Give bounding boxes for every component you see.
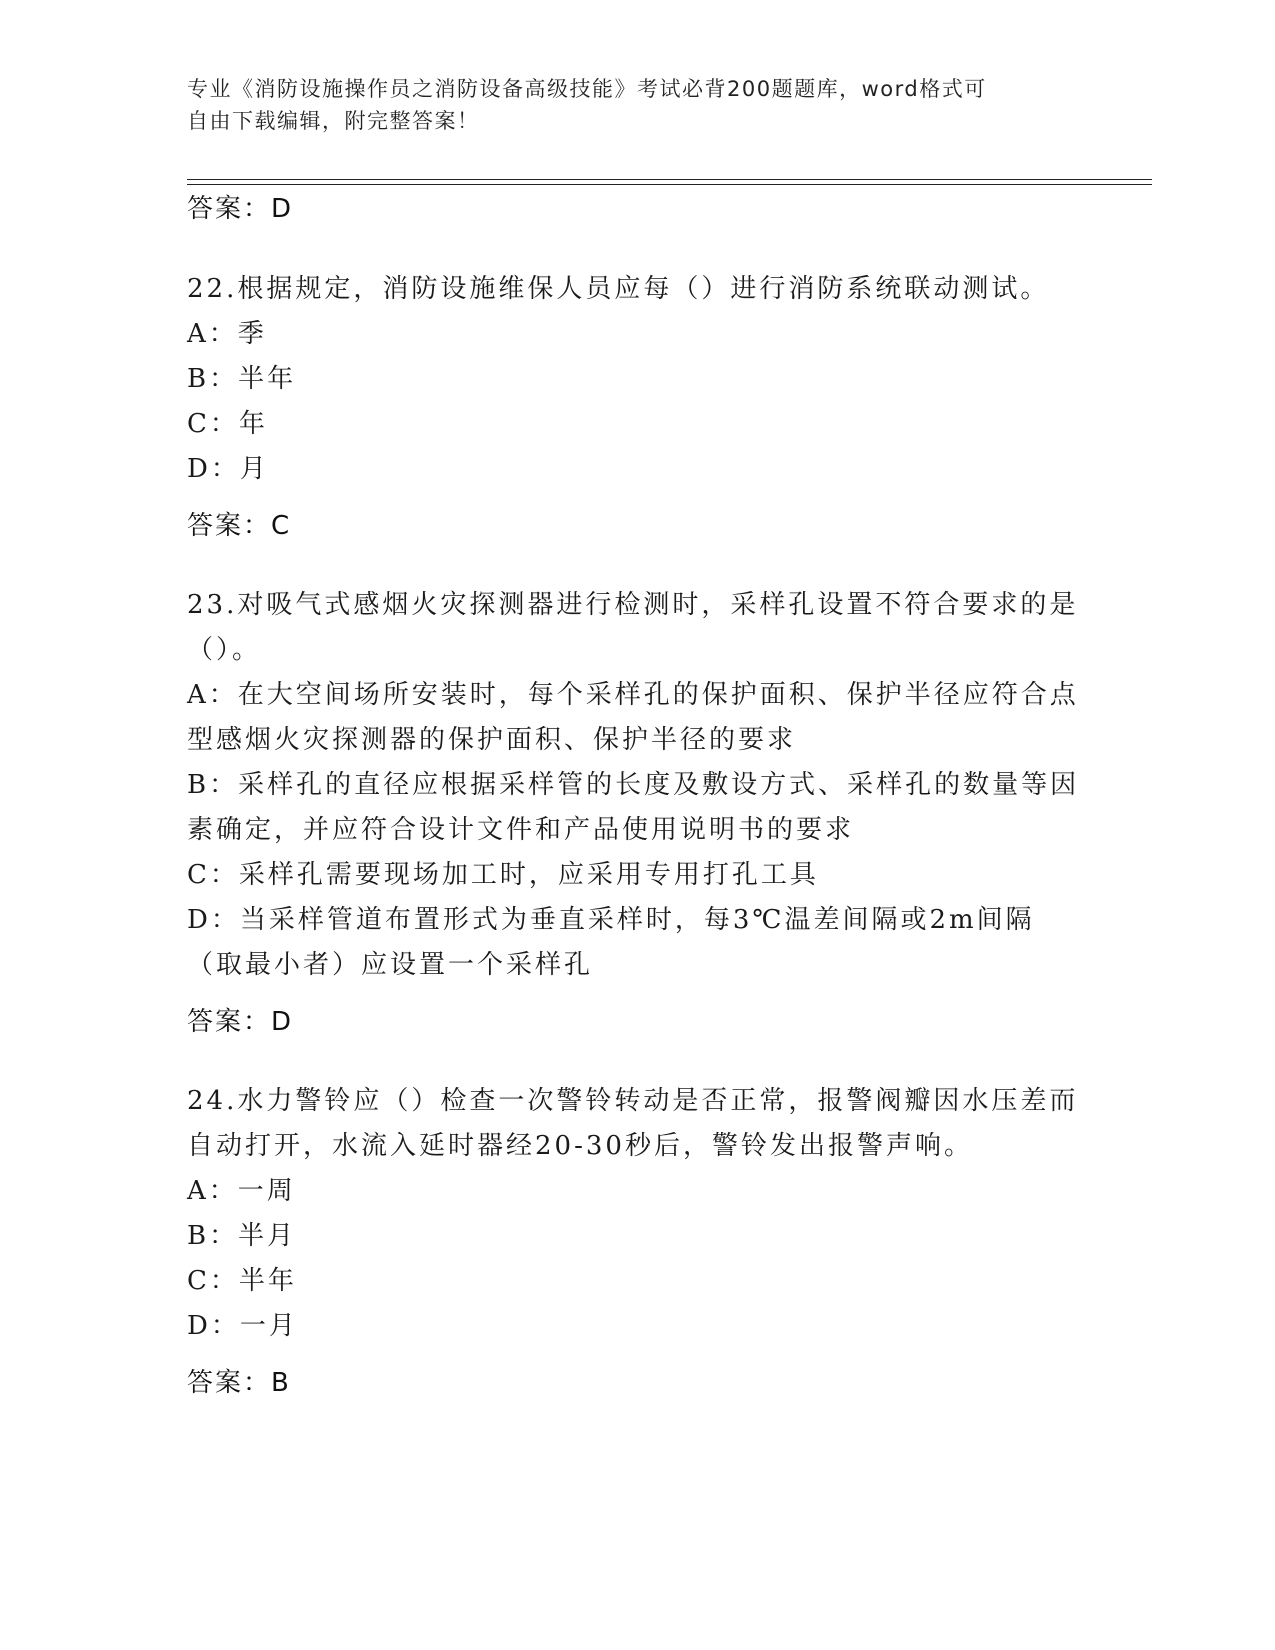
question-22-option-b: B：半年 (187, 364, 297, 394)
question-24-option-c: C：半年 (187, 1266, 297, 1296)
question-24-stem: 24.水力警铃应（）检查一次警铃转动是否正常，报警阀瓣因水压差而自动打开，水流入延时器经20-30秒后，警铃发出报警声响。 (187, 1086, 1079, 1161)
question-24-option-a: A：一周 (187, 1176, 296, 1206)
question-23-option-b: B：采样孔的直径应根据采样管的长度及敷设方式、采样孔的数量等因素确定，并应符合设计文件和产品使用说明书的要求 (187, 770, 1080, 845)
question-22-answer: 答案：C (187, 511, 292, 541)
question-22-option-c: C：年 (187, 409, 268, 439)
question-22-option-d: D：月 (187, 454, 269, 484)
question-23-option-a: A：在大空间场所安装时，每个采样孔的保护面积、保护半径应符合点型感烟火灾探测器的保护面积、保护半径的要求 (187, 680, 1079, 755)
question-23-option-c: C：采样孔需要现场加工时，应采用专用打孔工具 (187, 860, 819, 890)
question-22-option-a: A：季 (187, 319, 267, 349)
question-24-option-b: B：半月 (187, 1221, 297, 1251)
header-line-1: 专业《消防设施操作员之消防设备高级技能》考试必背200题题库，word格式可 (187, 77, 987, 101)
answer-prev: 答案：D (187, 194, 294, 224)
question-23-stem: 23.对吸气式感烟火灾探测器进行检测时，采样孔设置不符合要求的是（）。 (187, 590, 1079, 665)
document-header (187, 73, 1067, 137)
header-rule-top (187, 179, 1152, 180)
question-23-answer: 答案：D (187, 1007, 294, 1037)
question-23-option-d: D：当采样管道布置形式为垂直采样时，每3℃温差间隔或2m间隔（取最小者）应设置一个采样孔 (187, 905, 1035, 980)
question-24-option-d: D：一月 (187, 1311, 298, 1341)
question-24-answer: 答案：B (187, 1368, 291, 1398)
question-22-stem: 22.根据规定，消防设施维保人员应每（）进行消防系统联动测试。 (187, 274, 1050, 304)
header-line-2: 自由下载编辑，附完整答案！ (187, 109, 480, 133)
header-rule-bottom (187, 184, 1152, 185)
